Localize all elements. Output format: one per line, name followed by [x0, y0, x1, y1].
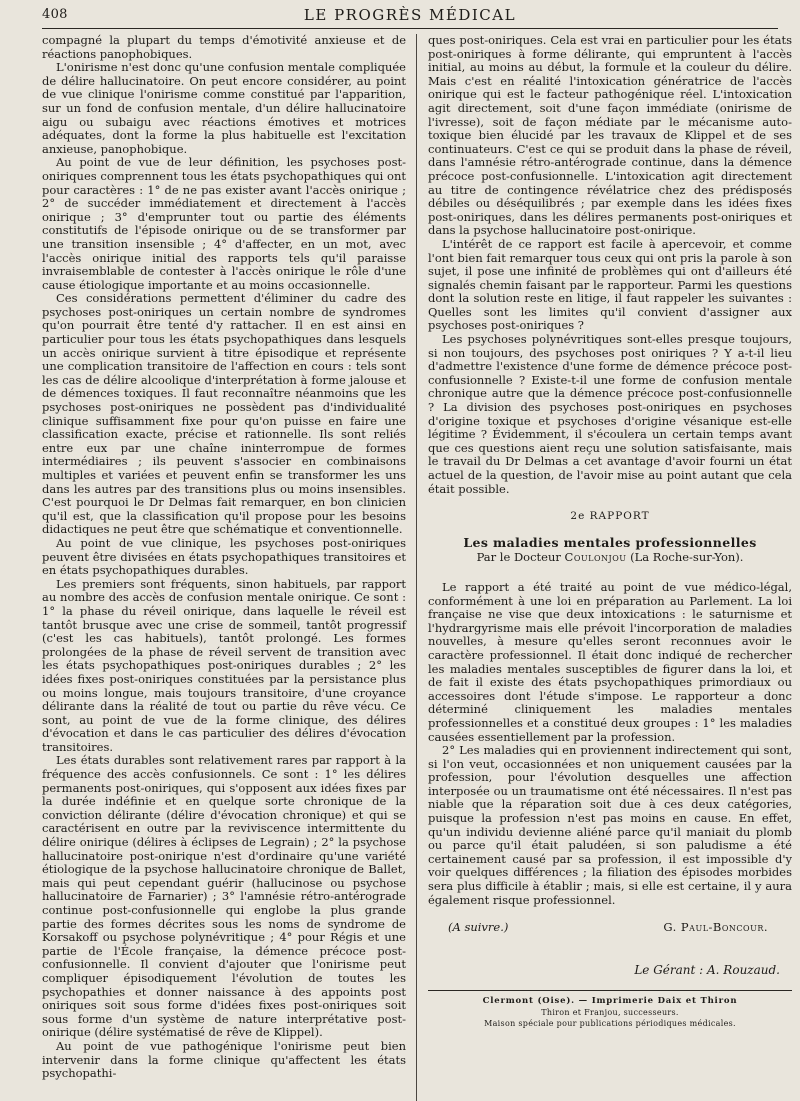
column-rule [416, 34, 417, 1101]
paragraph: Au point de vue de leur définition, les psychoses post-oniriques comprennent tous les états psychopathiques qui ont pour caractères : 1° de ne pas exister avant l'accès onirique ; 2° de succéder immédiatement et directement à l'accès onirique ; 3° d'emprunter tout ou partie des éléments constitutifs de l'épisode onirique ou de se transformer par une transition insensible ; 4° d'affecter, en un mot, avec l'accès onirique initial des rapports tels qu'il paraisse invraisemblable de contester à l'accès onirique le rôle d'une cause étiologique importante et au moins occasionnelle. [42, 155, 406, 292]
printer-name: Clermont (Oise). — Imprimerie Daix et Thiron [482, 996, 738, 1006]
author-prefix: Par le Docteur [476, 550, 561, 565]
gerant-line: Le Gérant : A. Rouzaud. [634, 963, 780, 977]
paragraph: Au point de vue clinique, les psychoses post-oniriques peuvent être divisées en états psychopathiques transitoires et en états psychopathiques durables. [42, 535, 406, 578]
page-header [42, 0, 778, 29]
author-name: Coulonjou [564, 550, 627, 565]
rapport-author [428, 551, 792, 565]
paragraph: compagné la plupart du temps d'émotivité anxieuse et de réactions panophobiques. [42, 33, 406, 61]
paragraph: 2° Les maladies qui en proviennent indirectement qui sont, si l'on veut, occasionnées et non uniquement causées par la profession, pour l'évolution desquelles une affection interposée ou un traumatisme ont été nécessaires. Il n'est pas niable que la réparation soit due à ces deux catégories, puisque la profession n'est pas moins en cause. En effet, qu'un individu devienne aliéné parce qu'il maniait du plomb ou parce qu'il était paludéen, si son paludisme a été certainement causé par sa profession, il est impossible d'y voir quelques différences ; la filiation des épisodes morbides sera plus difficile à établir ; mais, si elle est certaine, il y aura également risque professionnel. [428, 743, 792, 907]
signature: G. Paul-Boncour. [663, 920, 768, 935]
to-be-continued: (A suivre.) [448, 920, 509, 935]
left-column [42, 34, 406, 1101]
right-column [428, 34, 792, 1101]
paragraph: ques post-oniriques. Cela est vrai en particulier pour les états post-oniriques à forme délirante, qui empruntent à l'accès initial, au moins au début, la formule et la couleur du délire. Mais c'est en réalité l'intoxication génératrice de l'accès onirique qui est le facteur pathogénique réel. L'intoxication agit directement, soit d'une façon immédiate (onirisme de l'ivresse), soit de façon médiate par le mécanisme auto-toxique bien élucidé par les travaux de Klippel et de ses continuateurs. C'est ce qui se produit dans la phase de réveil, dans l'amnésie rétro-antérograde continue, dans la démence précoce post-confusionnelle. L'intoxication agit directement au titre de contingence révélatrice chez des prédisposés débiles ou déséquilibrés ; par exemple dans les idées fixes post-oniriques, dans les délires permanents post-oniriques et dans la psychose hallucinatoire post-onirique. [428, 33, 792, 238]
paragraph: Ces considérations permettent d'éliminer du cadre des psychoses post-oniriques un certain nombre de syndromes qu'on pourrait être tenté d'y rattacher. Il en est ainsi en particulier pour tous les états psychopathiques dans lesquels un accès onirique survient à titre épisodique et représente une complication transitoire de l'affection en cours : tels sont les cas de délire alcoolique d'interprétation à forme jalouse et de démences toxiques. Il faut reconnaître néanmoins que les psychoses post-oniriques ne possèdent pas d'individualité clinique suffisamment fixe pour qu'on puisse en faire une classification exacte, précise et rationnelle. Ils sont reliés entre eux par une chaîne ininterrompue de formes intermédiaires ; ils peuvent s'associer en combinaisons multiples et variées et peuvent enfin se transformer les uns dans les autres par des transitions plus ou moins insensibles. C'est pourquoi le Dr Delmas fait remarquer, en bon clinicien qu'il est, que la classification qu'il propose pour les besoins didactiques ne peut être que schématique et conventionnelle. [42, 291, 406, 537]
imprint-divider [428, 990, 792, 991]
paragraph: Les premiers sont fréquents, sinon habituels, par rapport au nombre des accès de confusion mentale onirique. Ce sont : 1° la phase du réveil onirique, dans laquelle le réveil est tantôt brusque avec une crise de sommeil, tantôt progressif (c'est les cas habituels), tantôt prolongé. Les formes prolongées de la phase de réveil servent de transition avec les états psychopathiques post-oniriques durables ; 2° les idées fixes post-oniriques constituées par la persistance plus ou moins longue, mais toujours transitoire, d'une croyance délirante dans la réalité de tout ou partie du rêve vécu. Ce sont, au point de vue de la forme clinique, des délires d'évocation et dans le cas particulier des délires d'évocation transitoires. [42, 576, 406, 754]
journal-title: LE PROGRÈS MÉDICAL [303, 6, 517, 24]
rapport-title: Les maladies mentales professionnelles [463, 534, 757, 550]
printer-successors: Thiron et Franjou, successeurs. [541, 1008, 679, 1017]
paragraph: L'onirisme n'est donc qu'une confusion mentale compliquée de délire hallucinatoire. On peut encore considérer, au point de vue clinique l'onirisme comme constitué par l'apparition, sur un fond de confusion mentale, d'un délire hallucinatoire aigu ou subaigu avec réactions émotives et motrices adéquates, dont la forme la plus habituelle est l'excitation anxieuse, panophobique. [42, 60, 406, 156]
signature-row [428, 921, 792, 935]
rapport-heading: 2e RAPPORT [570, 510, 650, 523]
printer-imprint [428, 996, 792, 1029]
paragraph: Les psychoses polynévritiques sont-elles presque toujours, si non toujours, des psychoses post oniriques ? Y a-t-il lieu d'admettre l'existence d'une forme de démence précoce post-confusionnelle ? Existe-t-il une forme de confusion mentale chronique autre que la démence précoce post-confusionnelle ? La division des psychoses post-oniriques en psychoses d'origine toxique et psychoses d'origine vésanique est-elle légitime ? Évidemment, il s'écoulera un certain temps avant que ces questions aient reçu une solution satisfaisante, mais le travail du Dr Delmas a cet avantage d'avoir fourni un état actuel de la question, de l'avoir mise au point autant que cela était possible. [428, 332, 792, 496]
paragraph: L'intérêt de ce rapport est facile à apercevoir, et comme l'ont bien fait remarquer tous ceux qui ont pris la parole à son sujet, il pose une infinité de problèmes qui ont d'ailleurs été signalés chemin faisant par le rapporteur. Parmi les questions dont la solution reste en litige, il faut rappeler les suivantes : Quelles sont les limites qu'il convient d'assigner aux psychoses post-oniriques ? [428, 236, 792, 333]
paragraph: Les états durables sont relativement rares par rapport à la fréquence des accès confusionnels. Ce sont : 1° les délires permanents post-oniriques, qui s'opposent aux idées fixes par la durée indéfinie et en quelque sorte chronique de la conviction délirante (délire d'évocation chronique) et qui se caractérisent en outre par la reviviscence intermittente du délire onirique (délires à éclipses de Legrain) ; 2° la psychose hallucinatoire post-onirique n'est d'ordinaire qu'une variété étiologique de la psychose hallucinatoire chronique de Ballet, mais qui peut cependant guérir (hallucinose ou psychose hallucinatoire de Farnarier) ; 3° l'amnésie rétro-antérograde continue post-confusionnelle qui englobe la plus grande partie des formes décrites sous les noms de syndrome de Korsakoff ou psychose polynévritique ; 4° pour Régis et une partie de l'École française, la démence précoce post-confusionnelle. Il convient d'ajouter que l'onirisme peut compliquer épisodiquement l'évolution de toutes les psychopathies et donner naissance à des appoints post oniriques soit sous forme d'idées fixes post-oniriques soit sous forme d'un système de nature interprétative post-onirique (délire systématisé de rêve de Klippel). [42, 753, 406, 1040]
article-columns [42, 33, 792, 1101]
author-place: (La Roche-sur-Yon). [630, 550, 744, 565]
paragraph: Le rapport a été traité au point de vue médico-légal, conformément à une loi en préparation au Parlement. La loi française ne vise que deux intoxications : le saturnisme et l'hydrargyrisme mais elle prévoit l'incorporation de maladies nouvelles, à mesure qu'elles seront reconnues avoir le caractère professionnel. Il était donc indiqué de rechercher les maladies mentales susceptibles de figurer dans la loi, et de fait il existe des états psychopathiques primordiaux ou accessoires dont l'étude s'impose. Le rapporteur a donc déterminé cliniquement les maladies mentales professionnelles et a constitué deux groupes : 1° les maladies causées essentiellement par la profession. [428, 579, 792, 744]
printer-specialty: Maison spéciale pour publications périodiques médicales. [484, 1019, 736, 1028]
page-number: 408 [42, 7, 68, 22]
paragraph: Au point de vue pathogénique l'onirisme peut bien intervenir dans la forme clinique qu'affectent les états psychopathi- [42, 1038, 406, 1081]
